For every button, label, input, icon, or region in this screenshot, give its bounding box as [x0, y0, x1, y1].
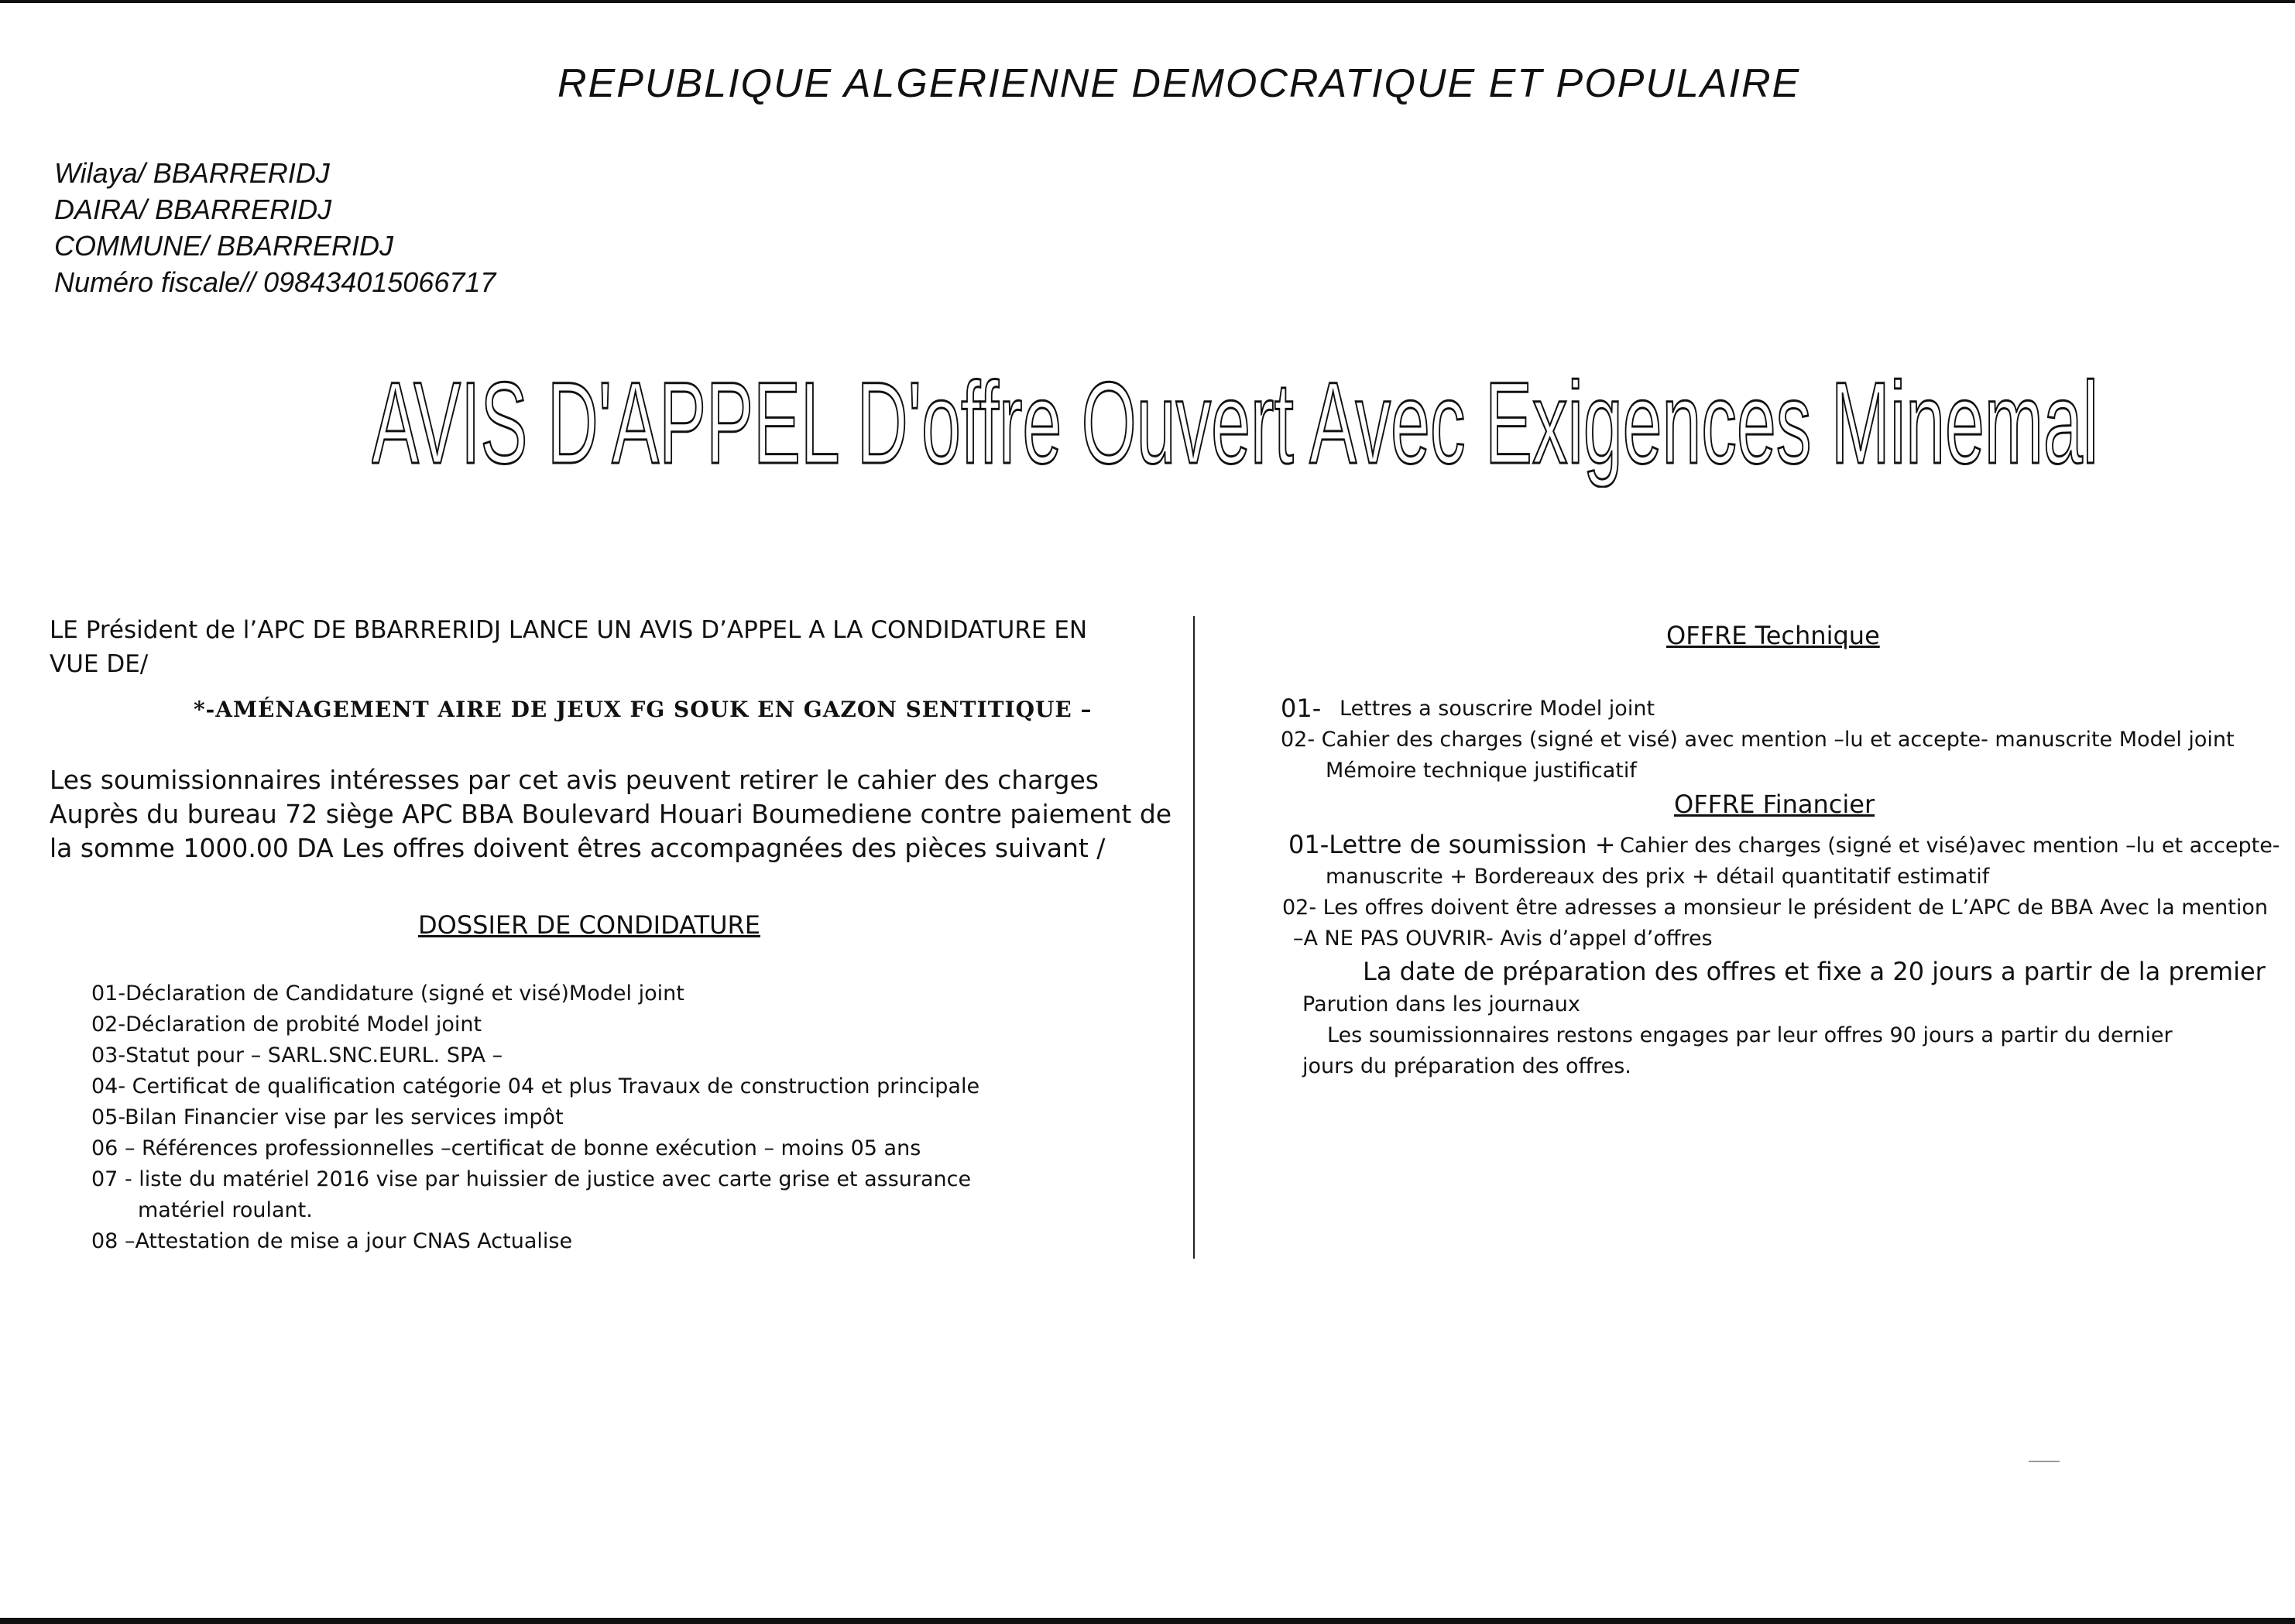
- scan-mark: [2029, 1461, 2060, 1462]
- dossier-item: 02-Déclaration de probité Model joint: [91, 1012, 482, 1036]
- column-divider: [1193, 616, 1195, 1259]
- fin-item-2: 02- Les offres doivent être adresses a monsieur le président de L’APC de BBA Avec la mention: [1282, 896, 2268, 920]
- tech-item-3: Mémoire technique justificatif: [1326, 759, 1637, 783]
- date-line-1: La date de préparation des offres et fixe a 20 jours a partir de la premier: [1363, 957, 2266, 986]
- dossier-item: 04- Certificat de qualification catégorie 04 et plus Travaux de construction principale: [91, 1074, 980, 1098]
- page-top-edge: [0, 0, 2295, 3]
- offre-technique-title: OFFRE Technique: [1666, 621, 1880, 650]
- paragraph-line-2: Auprès du bureau 72 siège APC BBA Boulevard Houari Boumediene contre paiement de: [50, 799, 1172, 829]
- dossier-item: 06 – Références professionnelles –certificat de bonne exécution – moins 05 ans: [91, 1136, 921, 1160]
- daira-line: DAIRA/ BBARRERIDJ: [54, 194, 332, 225]
- dossier-title: DOSSIER DE CONDIDATURE: [418, 910, 760, 940]
- paragraph-line-3: la somme 1000.00 DA Les offres doivent êtres accompagnées des pièces suivant /: [50, 833, 1106, 863]
- engagement-line-2: jours du préparation des offres.: [1302, 1054, 1631, 1078]
- dossier-item: 01-Déclaration de Candidature (signé et visé)Model joint: [91, 982, 684, 1006]
- page-bottom-edge: [0, 1618, 2295, 1624]
- fin-item-1-lead: 01-Lettre de soumission +: [1288, 830, 1616, 859]
- dossier-item: 05-Bilan Financier vise par les services impôt: [91, 1105, 564, 1129]
- dossier-item: 08 –Attestation de mise a jour CNAS Actualise: [91, 1229, 573, 1253]
- tech-item-1-number: 01-: [1281, 694, 1322, 723]
- fin-item-2-continued: –A NE PAS OUVRIR- Avis d’appel d’offres: [1293, 927, 1713, 951]
- wilaya-line: Wilaya/ BBARRERIDJ: [54, 157, 330, 189]
- notice-title: [372, 364, 2106, 488]
- dossier-item: 07 - liste du matériel 2016 vise par huissier de justice avec carte grise et assurance: [91, 1167, 972, 1191]
- republic-heading: REPUBLIQUE ALGERIENNE DEMOCRATIQUE ET POPULAIRE: [557, 61, 1801, 106]
- intro-line-1: LE Président de l’APC DE BBARRERIDJ LANCE UN AVIS D’APPEL A LA CONDIDATURE EN: [50, 616, 1088, 644]
- dossier-item: 03-Statut pour – SARL.SNC.EURL. SPA –: [91, 1043, 503, 1067]
- date-line-2: Parution dans les journaux: [1302, 992, 1580, 1016]
- fin-item-1: Cahier des charges (signé et visé)avec mention –lu et accepte-: [1620, 834, 2280, 858]
- offre-financier-title: OFFRE Financier: [1674, 790, 1875, 819]
- intro-line-2: VUE DE/: [50, 650, 149, 678]
- tech-item-1: Lettres a souscrire Model joint: [1340, 697, 1655, 721]
- commune-line: COMMUNE/ BBARRERIDJ: [54, 230, 394, 262]
- engagement-line-1: Les soumissionnaires restons engages par leur offres 90 jours a partir du dernier: [1327, 1023, 2173, 1047]
- fiscal-number-line: Numéro fiscale// 098434015066717: [54, 266, 496, 298]
- fin-item-1-continued: manuscrite + Bordereaux des prix + détail quantitatif estimatif: [1326, 865, 1990, 889]
- dossier-item-continued: matériel roulant.: [138, 1198, 313, 1222]
- notice-title-text: AVIS D'APPEL D'offre Ouvert Avec Exigences Minemal: [372, 364, 2098, 488]
- project-subject: *-AMÉNAGEMENT AIRE DE JEUX FG SOUK EN GAZON SENTITIQUE –: [194, 697, 1093, 722]
- paragraph-line-1: Les soumissionnaires intéresses par cet avis peuvent retirer le cahier des charges: [50, 765, 1099, 795]
- tech-item-2: 02- Cahier des charges (signé et visé) avec mention –lu et accepte- manuscrite Model joint: [1281, 728, 2235, 752]
